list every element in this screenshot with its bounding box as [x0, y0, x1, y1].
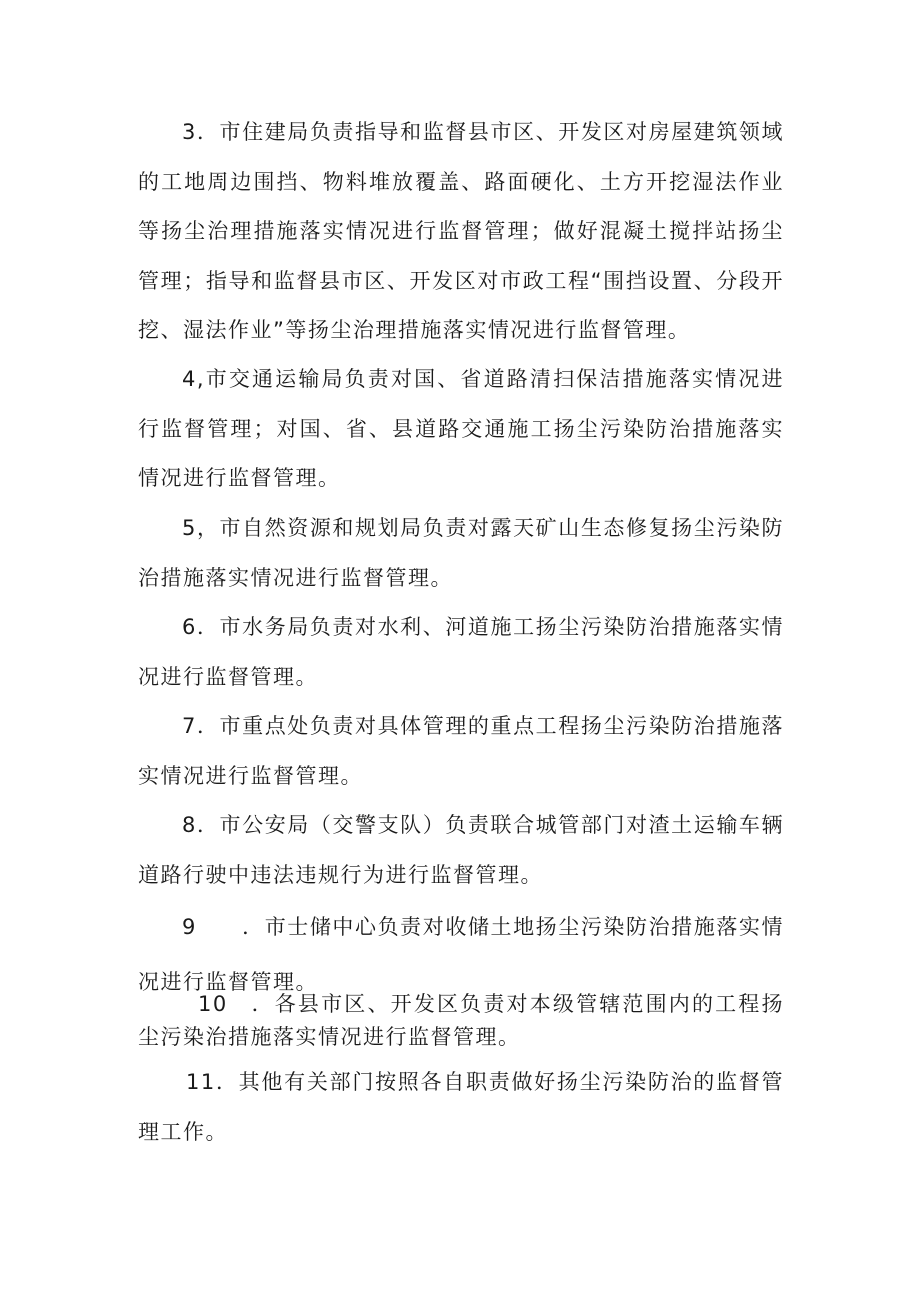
- paragraph-item-9: 9 ．市士储中心负责对收储土地扬尘污染防治措施落实情况进行监督管理。: [138, 915, 784, 994]
- paragraph-item-8: 8．市公安局（交警支队）负责联合城管部门对渣土运输车辆道路行驶中违法违规行为进行监督管理。: [138, 813, 784, 887]
- paragraph-item-6: 6．市水务局负责对水利、河道施工扬尘污染防治措施落实情况进行监督管理。: [138, 615, 784, 689]
- paragraph-item-3: 3．市住建局负责指导和监督县市区、开发区对房屋建筑领域的工地周边围挡、物料堆放覆盖、路面硬化、土方开挖湿法作业等扬尘治理措施落实情况进行监督管理；做好混凝土搅拌站扬尘管理；指导和监督县市区、开发区对市政工程“围挡设置、分段开挖、湿法作业”等扬尘治理措施落实情况进行监督管理。: [138, 120, 784, 342]
- paragraph-item-7: 7．市重点处负责对具体管理的重点工程扬尘污染防治措施落实情况进行监督管理。: [138, 714, 784, 788]
- paragraph-item-10: 10 ．各县市区、开发区负责对本级管辖范围内的工程扬尘污染治措施落实情况进行监督管理。: [138, 992, 784, 1049]
- paragraph-item-11: 11．其他有关部门按照各自职责做好扬尘污染防治的监督管理工作。: [138, 1070, 784, 1144]
- paragraph-item-5: 5，市自然资源和规划局负责对露天矿山生态修复扬尘污染防治措施落实情况进行监督管理。: [138, 516, 784, 590]
- paragraph-item-4: 4,市交通运输局负责对国、省道路清扫保洁措施落实情况进行监督管理；对国、省、县道路交通施工扬尘污染防治措施落实情况进行监督管理。: [138, 367, 784, 490]
